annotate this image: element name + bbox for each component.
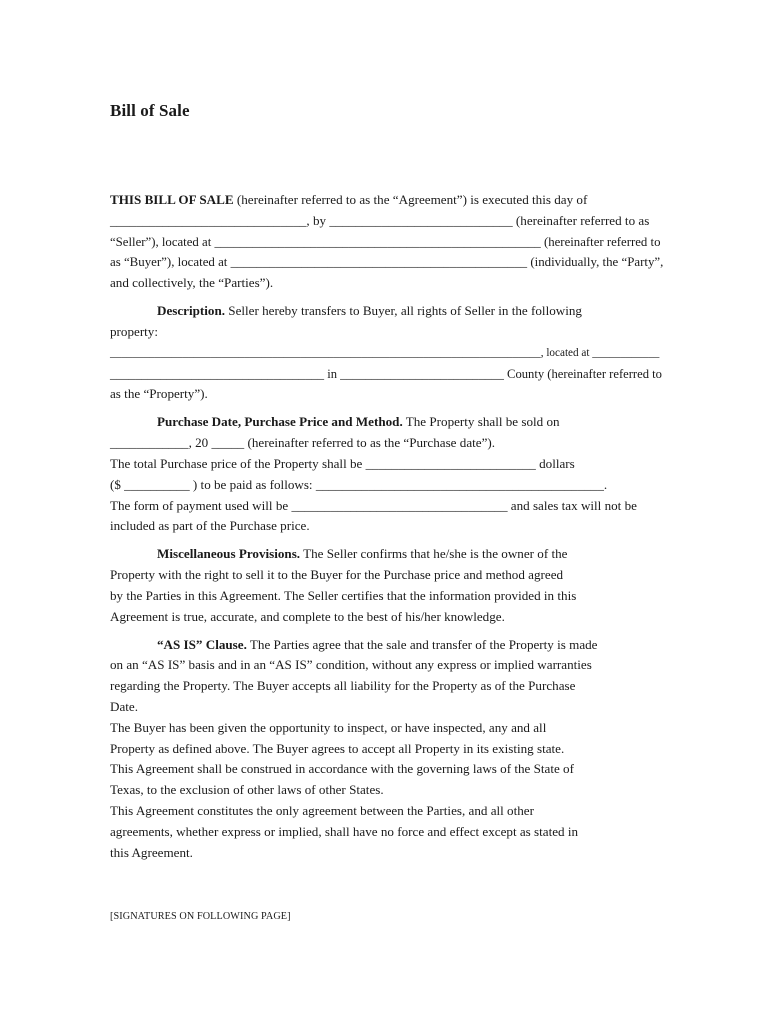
- purchase-line-6: included as part of the Purchase price.: [110, 518, 310, 534]
- intro-paragraph: [110, 190, 662, 294]
- as-is-line-5: The Buyer has been given the opportunity to inspect, or have inspected, any and all: [110, 719, 547, 735]
- purchase-line-2: ____________, 20 _____ (hereinafter referred to as the “Purchase date”).: [110, 435, 496, 451]
- intro-line-5: and collectively, the “Parties”).: [110, 275, 274, 291]
- intro-line-2: ______________________________, by ____________________________ (hereinafter referred to as: [110, 212, 650, 228]
- misc-line-3: by the Parties in this Agreement. The Seller certifies that the information provided in this: [110, 587, 577, 603]
- as-is-heading: “AS IS” Clause.: [157, 636, 247, 652]
- as-is-line-7: This Agreement shall be construed in accordance with the governing laws of the State of: [110, 761, 574, 777]
- purchase-line-4: ($ __________ ) to be paid as follows: ____________________________________________.: [110, 476, 608, 492]
- description-line-5: as the “Property”).: [110, 386, 208, 402]
- description-heading: Description.: [157, 303, 226, 319]
- spacer: [110, 294, 662, 301]
- as-is-line-6: Property as defined above. The Buyer agrees to accept all Property in its existing state.: [110, 740, 565, 756]
- purchase-line-1: [110, 412, 662, 433]
- description-line-3: _____________________________________________________________________________, located at ____________: [110, 346, 660, 359]
- intro-line-1: [110, 190, 662, 211]
- misc-heading: Miscellaneous Provisions.: [157, 546, 301, 562]
- as-is-line-8: Texas, to the exclusion of other laws of other States.: [110, 782, 384, 798]
- misc-line-4: Agreement is true, accurate, and complete to the best of his/her knowledge.: [110, 608, 505, 624]
- description-line-1: [110, 301, 662, 322]
- misc-text-1: The Seller confirms that he/she is the owner of the: [300, 546, 568, 562]
- as-is-text-1: The Parties agree that the sale and transfer of the Property is made: [246, 636, 598, 652]
- spacer: [110, 628, 662, 635]
- spacer: [110, 537, 662, 544]
- as-is-line-2: on an “AS IS” basis and in an “AS IS” condition, without any express or implied warranties: [110, 657, 592, 673]
- as-is-paragraph: [110, 635, 662, 864]
- purchase-line-5: The form of payment used will be _________________________________ and sales tax will not be: [110, 497, 637, 513]
- purchase-line-3: The total Purchase price of the Property shall be __________________________ dollars: [110, 455, 575, 471]
- purchase-text-1: The Property shall be sold on: [402, 414, 560, 430]
- as-is-line-11: this Agreement.: [110, 844, 193, 860]
- description-paragraph: [110, 301, 662, 405]
- description-text-1: Seller hereby transfers to Buyer, all rights of Seller in the following: [225, 303, 582, 319]
- document-body: [110, 190, 662, 863]
- purchase-paragraph: [110, 412, 662, 537]
- description-line-2: property:: [110, 323, 158, 339]
- as-is-line-10: agreements, whether express or implied, shall have no force and effect except as stated in: [110, 823, 579, 839]
- misc-paragraph: [110, 544, 662, 627]
- intro-lead: THIS BILL OF SALE: [110, 192, 234, 207]
- misc-line-2: Property with the right to sell it to the Buyer for the Purchase price and method agreed: [110, 567, 564, 583]
- spacer: [110, 405, 662, 412]
- misc-line-1: [110, 544, 662, 565]
- document-title: Bill of Sale: [110, 101, 190, 120]
- as-is-line-1: [110, 635, 662, 656]
- intro-text-1: (hereinafter referred to as the “Agreement”) is executed this day of: [233, 192, 588, 207]
- intro-line-3: “Seller”), located at ___________________________________________________ (hereinafter referred to: [110, 234, 661, 249]
- as-is-line-3: regarding the Property. The Buyer accepts all liability for the Property as of the Purchase: [110, 678, 576, 694]
- description-line-4: __________________________________ in __________________________ County (hereinafter referred to: [110, 366, 662, 381]
- as-is-line-4: Date.: [110, 699, 138, 715]
- as-is-line-9: This Agreement constitutes the only agreement between the Parties, and all other: [110, 803, 534, 819]
- intro-line-4: as “Buyer”), located at ______________________________________________ (individually, the “Party”,: [110, 255, 664, 270]
- purchase-heading: Purchase Date, Purchase Price and Method.: [157, 414, 403, 430]
- signatures-footer-note: [SIGNATURES ON FOLLOWING PAGE]: [110, 911, 291, 922]
